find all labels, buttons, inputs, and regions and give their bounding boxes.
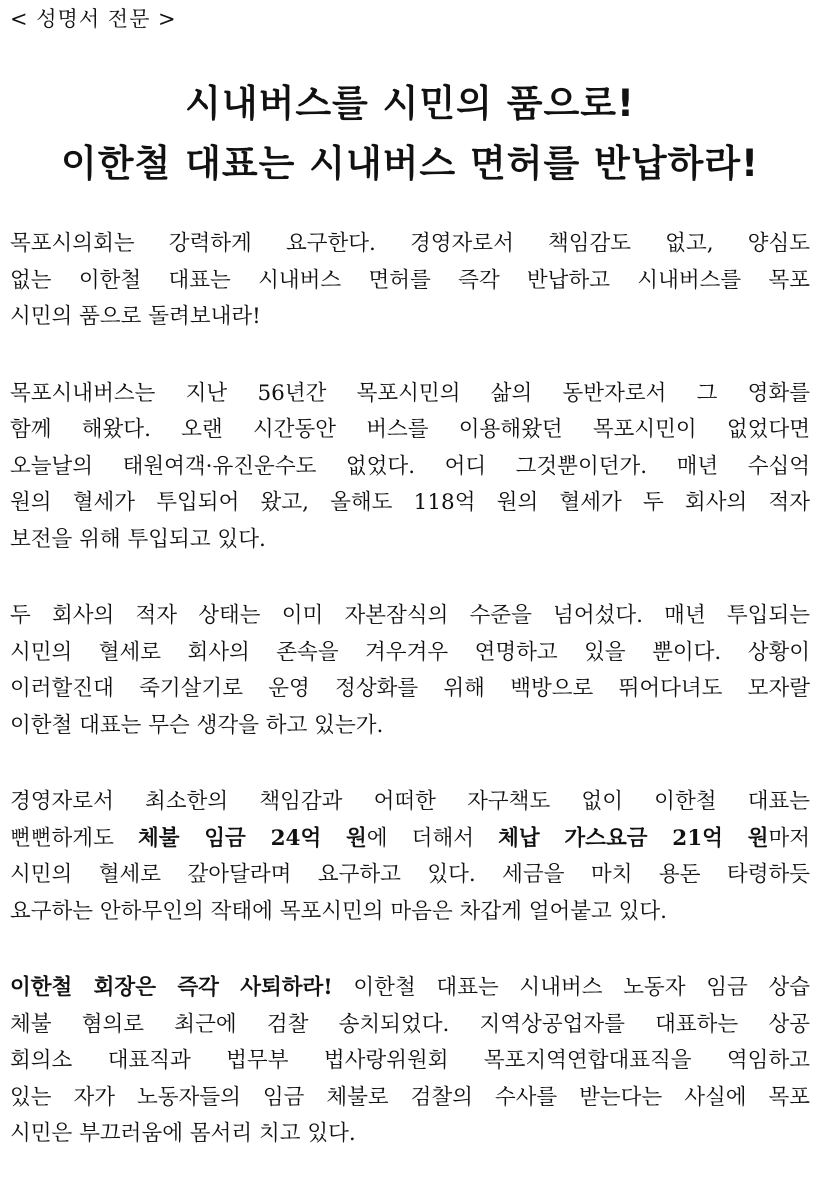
paragraph-line: 이한철 대표는 무슨 생각을 하고 있는가. [10, 712, 384, 738]
title-line-2: 이한철 대표는 시내버스 면허를 반납하라! [60, 142, 759, 185]
paragraph-line: 함께 해왔다. 오랜 시간동안 버스를 이용해왔던 목포시민이 없었다면 [10, 417, 810, 442]
paragraph-2 [10, 376, 810, 559]
title-line-1: 시내버스를 시민의 품으로! [185, 82, 635, 125]
paragraph-line: 체불 혐의로 최근에 검찰 송치되었다. 지역상공업자를 대표하는 상공 [10, 1011, 810, 1037]
paragraph-line: 없는 이한철 대표는 시내버스 면허를 즉각 반납하고 시내버스를 목포 [10, 267, 810, 293]
paragraph-line: 경영자로서 최소한의 책임감과 어떠한 자구책도 없이 이한철 대표는 [10, 789, 810, 814]
paragraph-line: 두 회사의 적자 상태는 이미 자본잠식의 수준을 넘어섰다. 매년 투입되는 [10, 603, 810, 628]
paragraph-line: 이러할진대 죽기살기로 운영 정상화를 위해 백방으로 뛰어다녀도 모자랄 [10, 676, 810, 701]
paragraph-1 [10, 226, 810, 336]
text-span: 에 더해서 [366, 825, 499, 851]
paragraph-4 [10, 784, 810, 930]
document-body [10, 226, 810, 1193]
paragraph-line: 목포시의회는 강력하게 요구한다. 경영자로서 책임감도 없고, 양심도 [10, 231, 810, 256]
paragraph-line: 보전을 위해 투입되고 있다. [10, 526, 266, 552]
text-span: 뻔뻔하게도 [10, 825, 138, 851]
paragraph-line: 오늘날의 태원여객·유진운수도 없었다. 어디 그것뿐이던가. 매년 수십억 [10, 453, 810, 479]
paragraph-line: 시민의 품으로 돌려보내라! [10, 304, 261, 329]
paragraph-line: 있는 자가 노동자들의 임금 체불로 검찰의 수사를 받는다는 사실에 목포 [10, 1084, 810, 1110]
header-note: < 성명서 전문 > [10, 7, 177, 31]
paragraph-line: 회의소 대표직과 법무부 법사랑위원회 목포지역연합대표직을 역임하고 [10, 1048, 810, 1073]
paragraph-line [10, 821, 810, 858]
paragraph-line: 요구하는 안하무인의 작태에 목포시민의 마음은 차갑게 얼어붙고 있다. [10, 898, 667, 924]
text-span: 마저 [768, 825, 810, 851]
paragraph-line: 시민의 혈세로 회사의 존속을 겨우겨우 연명하고 있을 뿐이다. 상황이 [10, 639, 810, 665]
paragraph-line: 시민은 부끄러움에 몸서리 치고 있다. [10, 1121, 356, 1146]
emphasis-unpaid-wages: 체불 임금 24억 원 [137, 825, 367, 851]
emphasis-resign-demand: 이한철 회장은 즉각 사퇴하라! [10, 975, 333, 1000]
text-span: 이한철 대표는 시내버스 노동자 임금 상습 [332, 975, 810, 1000]
paragraph-line: 목포시내버스는 지난 56년간 목포시민의 삶의 동반자로서 그 영화를 [10, 380, 810, 406]
paragraph-line: 원의 혈세가 투입되어 왔고, 올해도 118억 원의 혈세가 두 회사의 적자 [10, 490, 810, 515]
emphasis-unpaid-gas: 체납 가스요금 21억 원 [498, 825, 769, 851]
paragraph-line: 시민의 혈세로 갚아달라며 요구하고 있다. 세금을 마치 용돈 타령하듯 [10, 862, 810, 887]
document-title [0, 74, 820, 194]
paragraph-5 [10, 970, 810, 1153]
paragraph-3 [10, 598, 810, 744]
paragraph-line [10, 970, 810, 1007]
